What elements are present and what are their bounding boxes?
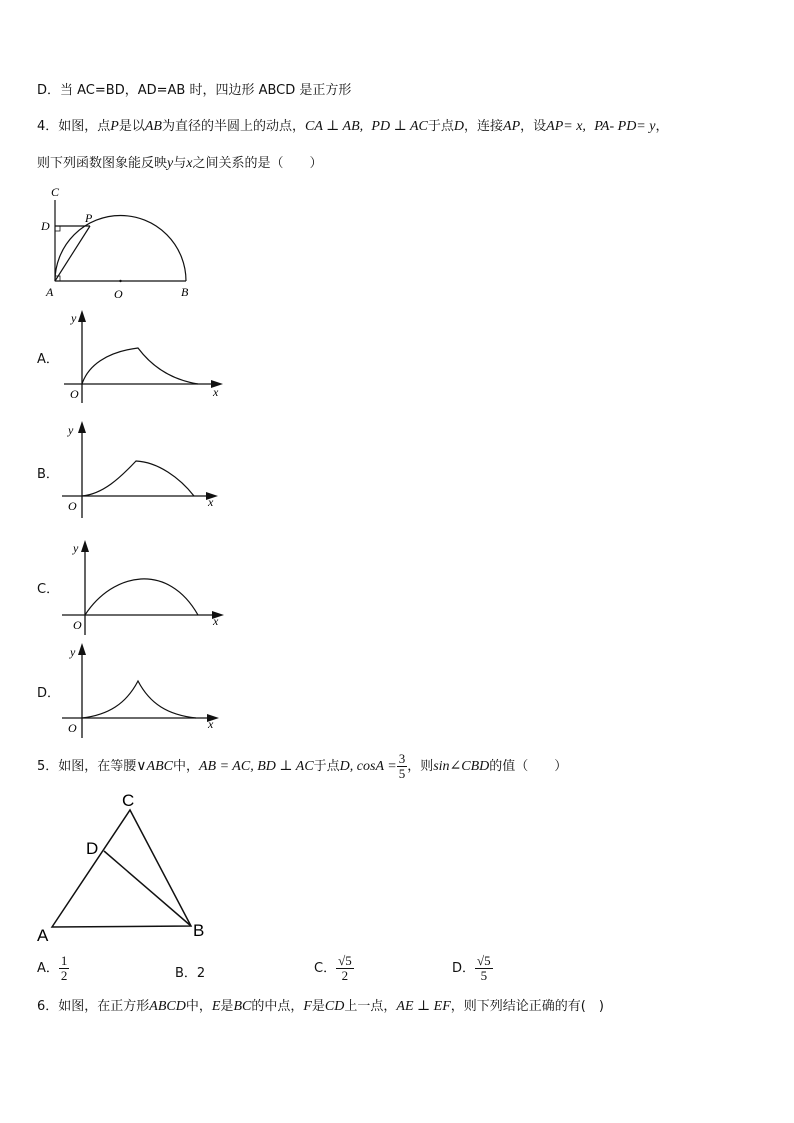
q5-text: 中， [172, 759, 199, 774]
option-fraction [336, 954, 354, 983]
label-p: P [85, 211, 93, 225]
label-a: A [37, 926, 49, 945]
q4-text: 为直径的半圆上的动点， [161, 119, 305, 134]
q5-sin: sin∠CBD [433, 759, 490, 774]
q4-condition: PD ⊥ AC [371, 119, 428, 134]
x-axis-label: x [213, 614, 219, 628]
option-label: B． [175, 966, 197, 981]
y-axis-label: y [73, 541, 79, 555]
option-label: D． [452, 961, 476, 976]
q5-fraction [397, 752, 408, 781]
q4-semicircle-figure [38, 182, 198, 302]
q4-option-c-label: C． [37, 582, 60, 597]
y-axis-label: y [70, 645, 76, 659]
label-a: A [46, 285, 54, 299]
q4-text: ，连接 [464, 119, 504, 134]
q4-option-b-graph [58, 418, 228, 518]
question-6-line [37, 998, 604, 1016]
q6-text: 中， [185, 999, 212, 1014]
label-o: O [114, 287, 123, 301]
option-fraction [59, 954, 70, 983]
q4-text: 4．如图，点 [37, 119, 111, 134]
q6-var: E [211, 999, 221, 1014]
option-value: 2 [196, 966, 206, 981]
q5-text: ，则 [407, 759, 434, 774]
question-4-line-1 [37, 118, 669, 136]
q4-text: 是以 [118, 119, 145, 134]
q4-var: D [453, 119, 465, 134]
fraction-numerator: 3 [398, 751, 406, 766]
q6-var: F [303, 999, 312, 1014]
q4-option-b-label: B． [37, 467, 59, 482]
option-d-statement: D．当 AC=BD，AD=AB 时，四边形 ABCD 是正方形 [37, 83, 352, 98]
q5-option-d [452, 954, 493, 983]
q5-option-a [37, 954, 69, 983]
q4-option-d-graph [58, 640, 228, 738]
q6-var: CD [324, 999, 345, 1014]
fraction-numerator: √5 [338, 953, 352, 968]
q4-var: x [186, 156, 193, 171]
q4-option-c-graph [58, 537, 228, 635]
q5-condition: AB = AC, BD ⊥ AC [199, 759, 314, 774]
q6-text: 上一点， [344, 999, 397, 1014]
label-b: B [181, 285, 189, 299]
q4-text: 于点 [427, 119, 454, 134]
x-axis-label: x [208, 495, 214, 509]
option-label: C． [314, 961, 337, 976]
q5-text: 5．如图，在等腰 [37, 759, 137, 774]
q4-condition: PA- PD= y [594, 119, 656, 134]
q6-text: 的中点， [251, 999, 304, 1014]
q4-condition: CA ⊥ AB, [304, 119, 364, 134]
label-b: B [193, 921, 205, 940]
label-c: C [51, 185, 60, 199]
q4-option-a-label: A． [37, 352, 59, 367]
q5-text: 的值（ ） [489, 759, 568, 774]
question-5-line [37, 752, 567, 781]
origin-label: O [68, 721, 77, 735]
label-d: D [41, 219, 50, 233]
q5-cos: D, cosA = [339, 759, 397, 774]
q4-var: AB [144, 119, 162, 134]
q4-text: ，设 [520, 119, 547, 134]
x-axis-label: x [208, 717, 214, 731]
fraction-denominator: 2 [60, 968, 68, 983]
q4-var: P [110, 119, 119, 134]
q4-var: y [167, 156, 174, 171]
origin-label: O [73, 618, 82, 632]
option-fraction [475, 954, 493, 983]
q6-text: ，则下列结论正确的有( ) [450, 999, 604, 1014]
fraction-numerator: 1 [60, 953, 68, 968]
q5-option-b [175, 962, 205, 981]
option-label: A． [37, 961, 59, 976]
y-axis-label: y [68, 423, 74, 437]
q4-text: 之间关系的是（ ） [192, 156, 323, 171]
q4-text: 与 [173, 156, 187, 171]
q4-var: AP [503, 119, 521, 134]
q5-triangle: ∨ABC [136, 759, 173, 774]
q6-var: BC [233, 999, 252, 1014]
q6-text: 是 [220, 999, 234, 1014]
origin-label: O [68, 499, 77, 513]
q6-text: 6．如图，在正方形 [37, 999, 150, 1014]
fraction-numerator: √5 [477, 953, 491, 968]
q6-var: ABCD [149, 999, 186, 1014]
q5-triangle-figure [36, 788, 216, 948]
fraction-denominator: 2 [341, 968, 349, 983]
x-axis-label: x [213, 385, 219, 399]
fraction-denominator: 5 [398, 766, 406, 781]
question-4-line-2 [37, 155, 322, 173]
origin-label: O [70, 387, 79, 401]
q4-condition: AP= x, [546, 119, 586, 134]
label-d: D [86, 839, 99, 858]
y-axis-label: y [71, 311, 77, 325]
q4-text: ， [655, 119, 669, 134]
q4-option-a-graph [58, 308, 228, 403]
label-c: C [122, 791, 135, 810]
q5-text: 于点 [313, 759, 340, 774]
q6-condition: AE ⊥ EF [396, 999, 451, 1014]
fraction-denominator: 5 [480, 968, 488, 983]
q5-option-c [314, 954, 354, 983]
q6-text: 是 [311, 999, 325, 1014]
q4-option-d-label: D． [37, 686, 61, 701]
q4-text: 则下列函数图象能反映 [37, 156, 168, 171]
